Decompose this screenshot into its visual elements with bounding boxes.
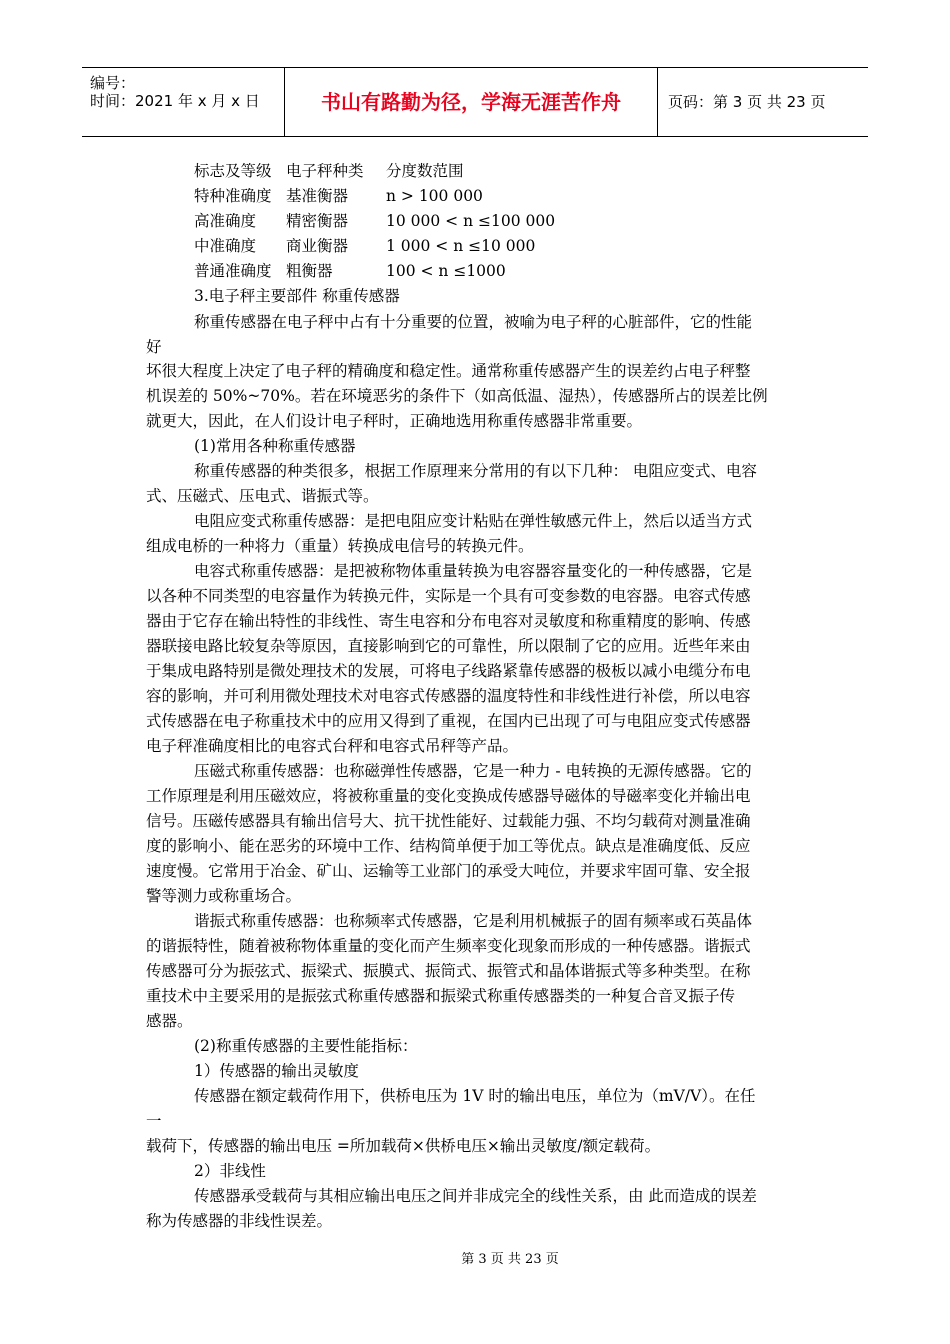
text-line: 传感器在额定载荷作用下，供桥电压为 1V 时的输出电压，单位为（mV/V）。在任 xyxy=(194,1087,756,1105)
text-line: 称重传感器在电子秤中占有十分重要的位置，被喻为电子秤的心脏部件，它的性能 xyxy=(194,313,753,331)
page-header xyxy=(82,67,868,137)
text-line: 警等测力或称重场合。 xyxy=(146,887,302,905)
text-line: 传感器可分为振弦式、振梁式、振膜式、振筒式、振管式和晶体谐振式等多种类型。在称 xyxy=(146,962,751,980)
date-line: 时间：2021 年 x 月 x 日 xyxy=(90,92,260,110)
text-line: 载荷下，传感器的输出电压 =所加载荷×供桥电压×输出灵敏度/额定载荷。 xyxy=(146,1137,661,1155)
header-page-info: 页码：第 3 页 共 23 页 xyxy=(668,93,826,111)
item-heading: 2）非线性 xyxy=(194,1162,266,1180)
text-line: 称为传感器的非线性误差。 xyxy=(146,1212,333,1230)
text-line: 重技术中主要采用的是振弦式称重传感器和振梁式称重传感器类的一种复合音叉振子传 xyxy=(146,987,736,1005)
text-line: 电容式称重传感器：是把被称物体重量转换为电容器容量变化的一种传感器，它是 xyxy=(194,562,753,580)
table-head-cell: 标志及等级 xyxy=(194,162,272,180)
text-line: 器联接电路比较复杂等原因，直接影响到它的可靠性，所以限制了它的应用。近些年来由 xyxy=(146,637,751,655)
table-cell: 粗衡器 xyxy=(286,262,333,280)
table-cell: 100 < n ≤1000 xyxy=(386,262,506,280)
table-row xyxy=(194,236,535,256)
table-row xyxy=(194,261,506,281)
table-head-cell: 分度数范围 xyxy=(386,162,464,180)
header-motto: 书山有路勤为径，学海无涯苦作舟 xyxy=(285,68,658,136)
text-line: 于集成电路特别是微处理技术的发展，可将电子线路紧靠传感器的极板以减小电缆分布电 xyxy=(146,662,751,680)
text-line: 式传感器在电子称重技术中的应用又得到了重视，在国内已出现了可与电阻应变式传感器 xyxy=(146,712,751,730)
text-line: 电子秤准确度相比的电容式台秤和电容式吊秤等产品。 xyxy=(146,737,519,755)
text-line: 信号。压磁传感器具有输出信号大、抗干扰性能好、过载能力强、不均匀载荷对测量准确 xyxy=(146,812,751,830)
text-line: 式、压磁式、压电式、谐振式等。 xyxy=(146,487,379,505)
table-cell: 精密衡器 xyxy=(286,212,349,230)
table-cell: 10 000 < n ≤100 000 xyxy=(386,212,556,230)
table-row xyxy=(194,211,555,231)
subsection-heading: (2)称重传感器的主要性能指标： xyxy=(194,1037,418,1055)
table-row xyxy=(194,186,483,206)
page-footer: 第 3 页 共 23 页 xyxy=(461,1252,559,1267)
item-heading: 1）传感器的输出灵敏度 xyxy=(194,1062,359,1080)
table-cell: 1 000 < n ≤10 000 xyxy=(386,237,536,255)
text-line: 电阻应变式称重传感器：是把电阻应变计粘贴在弹性敏感元件上，然后以适当方式 xyxy=(194,512,753,530)
text-line: 器由于它存在输出特性的非线性、寄生电容和分布电容对灵敏度和称重精度的影响、传感 xyxy=(146,612,751,630)
text-line: 传感器承受载荷与其相应输出电压之间并非成完全的线性关系，由 此而造成的误差 xyxy=(194,1187,757,1205)
text-line: 组成电桥的一种将力（重量）转换成电信号的转换元件。 xyxy=(146,537,534,555)
text-line: 以各种不同类型的电容量作为转换元件，实际是一个具有可变参数的电容器。电容式传感 xyxy=(146,587,751,605)
table-cell: 基准衡器 xyxy=(286,187,349,205)
text-line: 谐振式称重传感器：也称频率式传感器，它是利用机械振子的固有频率或石英晶体 xyxy=(194,912,753,930)
text-line: 好 xyxy=(146,338,162,356)
number-label: 编号： xyxy=(90,74,136,92)
table-cell: 高准确度 xyxy=(194,212,257,230)
text-line: 工作原理是利用压磁效应，将被称重量的变化变换成传感器导磁体的导磁率变化并输出电 xyxy=(146,787,751,805)
text-line: 机误差的 50%~70%。若在环境恶劣的条件下（如高低温、湿热），传感器所占的误差比例 xyxy=(146,387,768,405)
section-heading: 3.电子秤主要部件 称重传感器 xyxy=(194,287,400,305)
text-line: 坏很大程度上决定了电子秤的精确度和稳定性。通常称重传感器产生的误差约占电子秤整 xyxy=(146,362,751,380)
table-cell: 商业衡器 xyxy=(286,237,349,255)
text-line: 的谐振特性，随着被称物体重量的变化而产生频率变化现象而形成的一种传感器。谐振式 xyxy=(146,937,751,955)
table-head-cell: 电子秤种类 xyxy=(286,162,364,180)
table-cell: 特种准确度 xyxy=(194,187,272,205)
header-meta-cell xyxy=(82,68,285,136)
text-line: 称重传感器的种类很多，根据工作原理来分常用的有以下几种： 电阻应变式、电容 xyxy=(194,462,757,480)
table-cell: 中准确度 xyxy=(194,237,257,255)
text-line: 压磁式称重传感器：也称磁弹性传感器，它是一种力 - 电转换的无源传感器。它的 xyxy=(194,762,752,780)
subsection-heading: (1)常用各种称重传感器 xyxy=(194,437,356,455)
text-line: 容的影响，并可利用微处理技术对电容式传感器的温度特性和非线性进行补偿，所以电容 xyxy=(146,687,751,705)
text-line: 就更大，因此，在人们设计电子秤时，正确地选用称重传感器非常重要。 xyxy=(146,412,643,430)
text-line: 度的影响小、能在恶劣的环境中工作、结构简单便于加工等优点。缺点是准确度低、反应 xyxy=(146,837,751,855)
text-line: 一 xyxy=(146,1112,162,1130)
text-line: 感器。 xyxy=(146,1012,193,1030)
text-line: 速度慢。它常用于冶金、矿山、运输等工业部门的承受大吨位，并要求牢固可靠、安全报 xyxy=(146,862,751,880)
table-cell: n > 100 000 xyxy=(386,187,483,205)
table-head xyxy=(194,161,464,181)
table-cell: 普通准确度 xyxy=(194,262,272,280)
